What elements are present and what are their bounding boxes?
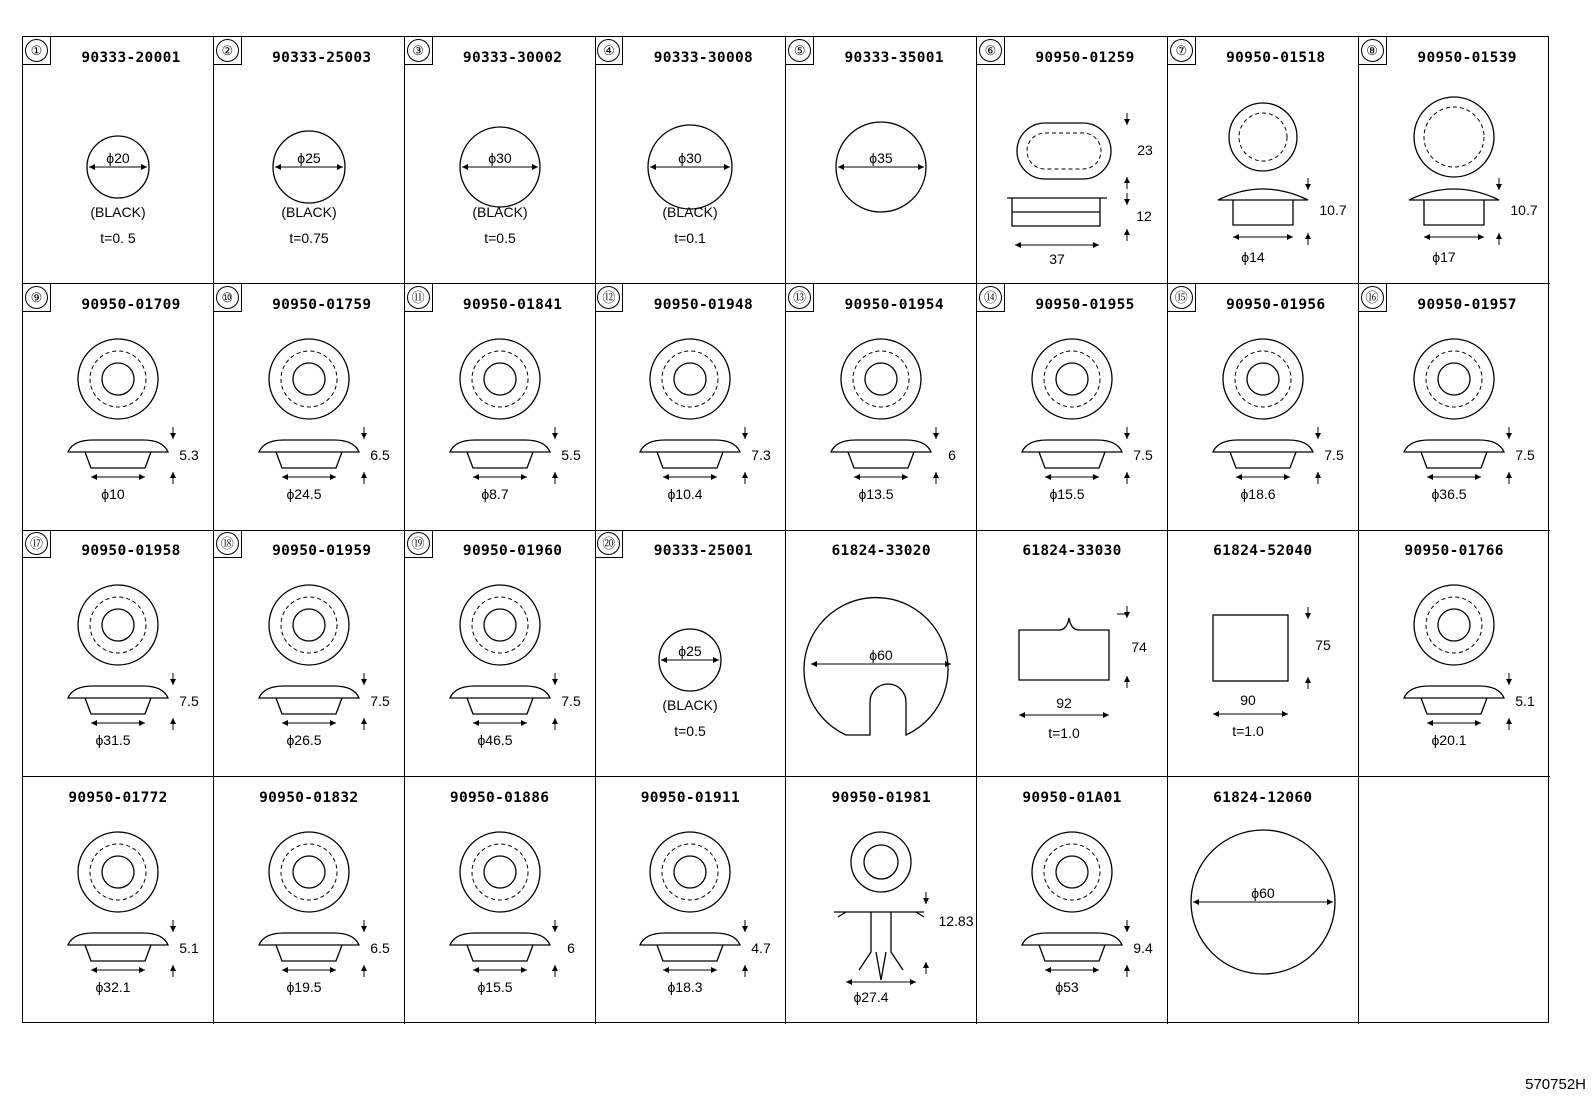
item-number: ⑯ (1361, 286, 1384, 309)
height-label: 23 (1137, 142, 1153, 158)
note-label: (BLACK) (662, 697, 719, 714)
diameter-label: ϕ19.5 (286, 979, 322, 996)
grommet-hole (102, 856, 134, 888)
part-cell (1168, 530, 1359, 777)
item-number: ⑧ (1361, 39, 1384, 62)
grommet-side-profile (68, 686, 168, 714)
item-number: ⑥ (979, 39, 1002, 62)
grommet-side-profile (259, 686, 359, 714)
diameter-label: ϕ25 (297, 150, 321, 166)
note-label: t=0.75 (289, 230, 329, 246)
height-label: 7.5 (179, 693, 199, 710)
item-number: ⑪ (407, 286, 430, 309)
part-cell (23, 777, 214, 1024)
item-number: ⑮ (1170, 286, 1193, 309)
part-number: 90950-01959 (272, 543, 372, 560)
grommet-side-profile (1022, 933, 1122, 961)
grommet-hole (293, 363, 325, 395)
grommet-hole (102, 363, 134, 395)
note-label: t=0.5 (483, 230, 516, 246)
height-label: 7.5 (560, 693, 581, 710)
part-number: 90950-01518 (1226, 50, 1326, 66)
note-label: (BLACK) (471, 204, 528, 220)
grommet-hole (484, 609, 516, 641)
diameter-label: ϕ10 (101, 485, 125, 502)
width-label: 90 (1240, 692, 1256, 709)
part-cell (786, 37, 977, 284)
part-number: 90950-01A01 (1022, 790, 1122, 807)
part-number: 90950-01960 (462, 543, 563, 560)
part-cell (1168, 284, 1359, 531)
height-label: 5.5 (560, 446, 581, 463)
part-drawing (214, 777, 405, 1024)
part-cell (977, 530, 1168, 777)
part-drawing (595, 284, 786, 531)
note-label: t=1.0 (1048, 725, 1080, 742)
diameter-label: ϕ27.4 (853, 989, 889, 1006)
grommet-hole (865, 363, 897, 395)
part-drawing (214, 37, 405, 284)
diameter-label: ϕ20 (106, 150, 130, 166)
part-cell (1168, 37, 1359, 284)
diameter-label: ϕ24.5 (286, 485, 322, 502)
part-number: 90950-01954 (844, 296, 944, 313)
grommet-hole (293, 856, 325, 888)
part-cell (214, 777, 405, 1024)
height-label: 5.1 (1514, 693, 1535, 710)
part-cell (1359, 37, 1550, 284)
part-cell (214, 530, 405, 777)
grommet-side-profile (450, 440, 550, 468)
diameter-label: ϕ46.5 (477, 732, 513, 749)
part-number: 61824-12060 (1213, 790, 1313, 807)
part-number: 90333-20001 (81, 50, 181, 66)
cutout-disc-outline (804, 598, 948, 735)
height-label: 6.5 (370, 446, 390, 463)
height-label: 6.5 (370, 940, 390, 957)
part-number: 90950-01886 (449, 790, 550, 807)
item-number: ④ (597, 39, 620, 62)
width-label: 37 (1049, 251, 1065, 267)
part-drawing (786, 530, 977, 777)
grommet-side-profile (831, 440, 931, 468)
part-drawing (786, 284, 977, 531)
part-number: 90333-25003 (272, 50, 372, 66)
part-cell (23, 284, 214, 531)
height-label: 5.3 (179, 446, 199, 463)
part-drawing (977, 530, 1168, 777)
part-cell (786, 284, 977, 531)
grommet-side-profile (1404, 440, 1504, 468)
part-drawing (23, 777, 214, 1024)
part-drawing (23, 530, 214, 777)
diameter-label: ϕ14 (1241, 249, 1265, 265)
diameter-label: ϕ15.5 (1049, 485, 1085, 502)
empty-cell (1359, 777, 1550, 1024)
part-drawing (786, 777, 977, 1024)
tab-outline (1019, 618, 1109, 680)
diameter-label: ϕ13.5 (858, 485, 894, 502)
part-cell (977, 284, 1168, 531)
height-label: 7.3 (751, 446, 772, 463)
height-label: 7.5 (1324, 446, 1344, 463)
height-label: 12 (1136, 208, 1152, 224)
part-number: 90950-01259 (1035, 50, 1135, 66)
diameter-label: ϕ18.6 (1240, 485, 1276, 502)
square-outline (1213, 615, 1288, 681)
item-number: ② (216, 39, 239, 62)
part-drawing (405, 37, 596, 284)
grommet-side-profile (640, 440, 740, 468)
drawing-code: 570752H (1525, 1076, 1586, 1093)
diameter-label: ϕ53 (1055, 979, 1079, 996)
diameter-label: ϕ20.1 (1431, 732, 1467, 749)
grommet-side-profile (640, 933, 740, 961)
grommet-side-profile (1213, 440, 1313, 468)
oval-side-profile (1007, 198, 1107, 226)
diameter-label: ϕ30 (678, 150, 703, 166)
part-drawing (977, 37, 1168, 284)
part-number: 90950-01958 (81, 543, 181, 560)
diameter-label: ϕ35 (869, 150, 893, 166)
part-cell (405, 284, 596, 531)
part-number: 61824-52040 (1213, 543, 1313, 560)
grommet-side-profile (68, 440, 168, 468)
height-label: 6 (566, 940, 575, 957)
part-drawing (977, 284, 1168, 531)
diameter-label: ϕ30 (487, 150, 512, 166)
grommet-hole (102, 609, 134, 641)
item-number: ⑭ (979, 286, 1002, 309)
part-cell (595, 37, 786, 284)
part-drawing (1168, 777, 1359, 1024)
part-number: 90950-01772 (68, 790, 168, 807)
height-label: 75 (1315, 637, 1331, 654)
grommet-hole (1056, 363, 1088, 395)
note-label: t=0. 5 (100, 230, 136, 246)
part-number: 90950-01981 (831, 790, 931, 807)
height-label: 7.5 (1514, 446, 1535, 463)
item-number: ⑲ (407, 532, 430, 555)
height-label: 10.7 (1509, 202, 1538, 218)
item-number: ③ (407, 39, 430, 62)
grommet-hole (1247, 363, 1279, 395)
diameter-label: ϕ8.7 (480, 485, 509, 502)
grommet-hole (293, 609, 325, 641)
diameter-label: ϕ36.5 (1431, 485, 1467, 502)
part-cell (405, 530, 596, 777)
parts-grid (22, 36, 1549, 1023)
part-number: 90950-01956 (1226, 296, 1326, 313)
item-number: ⑱ (216, 532, 239, 555)
item-number: ⑰ (25, 532, 48, 555)
part-cell (23, 37, 214, 284)
part-cell (214, 37, 405, 284)
grommet-side-profile (1022, 440, 1122, 468)
item-number: ⑩ (216, 286, 239, 309)
part-drawing (23, 284, 214, 531)
grommet-side-profile (1404, 686, 1504, 714)
diameter-label: ϕ25 (678, 643, 703, 660)
diameter-label: ϕ18.3 (667, 979, 703, 996)
height-label: 5.1 (179, 940, 199, 957)
cap-side-profile (1218, 189, 1308, 225)
note-label: (BLACK) (281, 204, 337, 220)
part-cell (595, 284, 786, 531)
grommet-side-profile (450, 933, 550, 961)
part-drawing (1168, 530, 1359, 777)
item-number: ⑤ (788, 39, 811, 62)
part-number: 90950-01539 (1417, 50, 1517, 66)
part-drawing (1168, 284, 1359, 531)
part-number: 90333-30002 (462, 50, 563, 66)
height-label: 9.4 (1133, 940, 1153, 957)
part-drawing (23, 37, 214, 284)
part-number: 61824-33030 (1022, 543, 1122, 560)
part-number: 90333-35001 (844, 50, 944, 66)
height-label: 10.7 (1319, 202, 1347, 218)
part-cell (405, 777, 596, 1024)
part-drawing (405, 284, 596, 531)
grommet-side-profile (450, 686, 550, 714)
diameter-label: ϕ31.5 (95, 732, 131, 749)
part-drawing (405, 530, 596, 777)
clip-head-outline (851, 832, 911, 892)
part-drawing (1359, 530, 1550, 777)
height-label: 7.5 (1133, 446, 1153, 463)
grommet-hole (674, 856, 706, 888)
part-number: 90950-01911 (640, 790, 741, 807)
diameter-label: ϕ32.1 (95, 979, 131, 996)
grommet-side-profile (259, 933, 359, 961)
part-drawing (977, 777, 1168, 1024)
clip-side-profile (834, 912, 924, 980)
part-number: 90950-01832 (259, 790, 359, 807)
part-number: 90950-01766 (1404, 543, 1504, 560)
item-number: ⑦ (1170, 39, 1193, 62)
part-cell (977, 37, 1168, 284)
part-cell (23, 530, 214, 777)
height-label: 7.5 (370, 693, 390, 710)
part-cell (595, 530, 786, 777)
grommet-hole (1056, 856, 1088, 888)
note-label: (BLACK) (90, 204, 146, 220)
diameter-label: ϕ10.4 (667, 485, 703, 502)
item-number: ⑳ (597, 532, 620, 555)
height-label: 4.7 (751, 940, 772, 957)
part-cell (977, 777, 1168, 1024)
diameter-label: ϕ15.5 (477, 979, 513, 996)
part-number: 90950-01955 (1035, 296, 1135, 313)
oval-outline (1017, 123, 1111, 179)
part-drawing (595, 530, 786, 777)
part-number: 90333-30008 (653, 50, 754, 66)
note-label: (BLACK) (662, 204, 719, 220)
note-label: t=1.0 (1232, 723, 1264, 740)
part-cell (786, 777, 977, 1024)
part-cell (1359, 530, 1550, 777)
grommet-side-profile (68, 933, 168, 961)
diameter-label: ϕ17 (1431, 249, 1456, 265)
width-label: 92 (1056, 695, 1072, 712)
part-cell (1359, 284, 1550, 531)
item-number: ⑫ (597, 286, 620, 309)
item-number: ⑨ (25, 286, 48, 309)
height-label: 6 (948, 446, 957, 463)
item-number: ① (25, 39, 48, 62)
part-number: 90950-01948 (653, 296, 754, 313)
part-drawing (214, 284, 405, 531)
part-number: 90950-01709 (81, 296, 181, 313)
part-drawing (1359, 37, 1550, 284)
note-label: t=0.1 (674, 230, 707, 246)
height-label: 74 (1131, 639, 1147, 656)
cap-outline (1414, 97, 1494, 177)
grommet-hole (1438, 609, 1470, 641)
part-number: 90950-01957 (1417, 296, 1517, 313)
part-drawing (405, 777, 596, 1024)
part-drawing (595, 37, 786, 284)
grommet-hole (484, 856, 516, 888)
grommet-hole (674, 363, 706, 395)
diameter-label: ϕ60 (869, 647, 893, 664)
part-drawing (1168, 37, 1359, 284)
part-drawing (786, 37, 977, 284)
part-number: 90333-25001 (653, 543, 754, 560)
part-cell (214, 284, 405, 531)
height-label: 12.83 (938, 913, 974, 930)
grommet-side-profile (259, 440, 359, 468)
part-drawing (1359, 284, 1550, 531)
diameter-label: ϕ26.5 (286, 732, 322, 749)
part-drawing (595, 777, 786, 1024)
part-cell (595, 777, 786, 1024)
part-cell (1168, 777, 1359, 1024)
cap-side-profile (1409, 189, 1499, 225)
note-label: t=0.5 (674, 723, 707, 740)
grommet-hole (1438, 363, 1470, 395)
part-cell (405, 37, 596, 284)
part-number: 90950-01841 (462, 296, 563, 313)
diameter-label: ϕ60 (1251, 885, 1275, 902)
item-number: ⑬ (788, 286, 811, 309)
grommet-hole (484, 363, 516, 395)
part-number: 61824-33020 (831, 543, 931, 560)
part-cell (786, 530, 977, 777)
part-number: 90950-01759 (272, 296, 372, 313)
part-drawing (214, 530, 405, 777)
